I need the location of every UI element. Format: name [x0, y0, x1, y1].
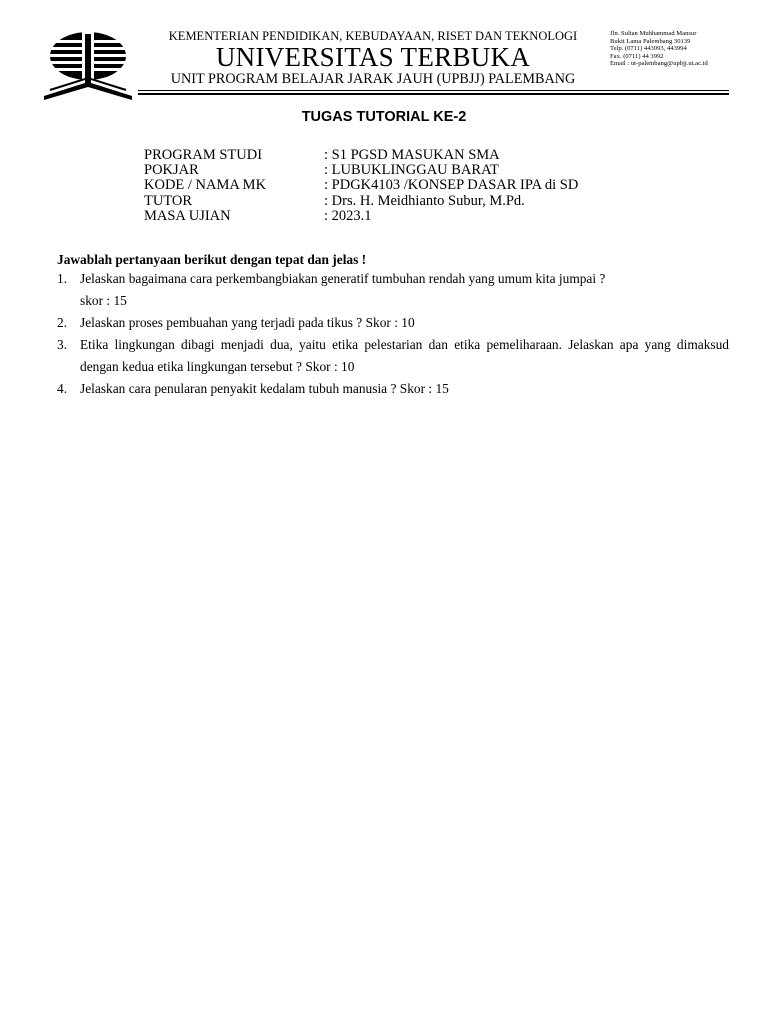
info-label: POKJAR	[144, 162, 199, 179]
header-divider-thick	[138, 93, 729, 95]
contact-fax: Fax. (0711) 44 3992	[610, 52, 664, 60]
question-text: Jelaskan proses pembuahan yang terjadi pada tikus ? Skor : 10	[80, 315, 415, 330]
question-list	[57, 268, 729, 400]
contact-phone: Telp. (0711) 443993, 443994	[610, 45, 687, 53]
info-label: TUTOR	[144, 192, 193, 209]
question-item	[57, 268, 729, 312]
info-label: PROGRAM STUDI	[144, 147, 263, 163]
question-number: 3.	[57, 337, 68, 352]
question-text: Jelaskan bagaimana cara perkembangbiakan generatif tumbuhan rendah yang umum kita jumpai ?	[80, 271, 606, 286]
info-row-exam-period	[144, 209, 578, 224]
info-label: KODE / NAMA MK	[144, 177, 267, 194]
contact-city: Bukit Lama Palembang 30139	[610, 37, 691, 45]
question-item	[57, 334, 729, 378]
instruction-text: Jawablah pertanyaan berikut dengan tepat dan jelas !	[57, 252, 367, 267]
info-value: : 2023.1	[324, 207, 372, 224]
course-info	[144, 148, 578, 224]
info-value: : Drs. H. Meidhianto Subur, M.Pd.	[324, 192, 525, 209]
university-logo	[42, 30, 134, 102]
question-item	[57, 378, 729, 400]
contact-address: Jln. Sultan Muhhammad Mansur	[610, 30, 697, 37]
info-value: : S1 PGSD MASUKAN SMA	[324, 147, 500, 163]
info-row-program	[144, 148, 578, 163]
info-row-pokjar	[144, 163, 578, 178]
info-row-tutor	[144, 194, 578, 209]
question-number: 1.	[57, 271, 68, 286]
question-number: 2.	[57, 315, 68, 330]
info-label: MASA UJIAN	[144, 207, 231, 224]
question-text: Etika lingkungan dibagi menjadi dua, yaitu etika pelestarian dan etika pemeliharaan. Jelaskan apa yang dimaksud dengan kedua etika lingkungan tersebut ? Skor : 10	[80, 337, 729, 374]
info-value: : PDGK4103 /KONSEP DASAR IPA di SD	[324, 177, 579, 194]
document-title: TUGAS TUTORIAL KE-2	[301, 109, 467, 125]
header-divider	[138, 90, 729, 91]
ministry-name: KEMENTERIAN PENDIDIKAN, KEBUDAYAAN, RISET DAN TEKNOLOGI	[168, 29, 578, 43]
question-text: Jelaskan cara penularan penyakit kedalam tubuh manusia ? Skor : 15	[80, 381, 449, 396]
info-row-course	[144, 178, 578, 193]
question-score: skor : 15	[80, 293, 127, 308]
contact-block	[610, 30, 708, 68]
university-name: UNIVERSITAS TERBUKA	[215, 42, 531, 72]
question-item	[57, 312, 729, 334]
question-number: 4.	[57, 381, 68, 396]
contact-email: Email : ut-palembang@upbjj.ut.ac.id	[610, 60, 708, 68]
info-value: : LUBUKLINGGAU BARAT	[324, 162, 499, 179]
unit-name: UNIT PROGRAM BELAJAR JARAK JAUH (UPBJJ) PALEMBANG	[170, 71, 576, 87]
